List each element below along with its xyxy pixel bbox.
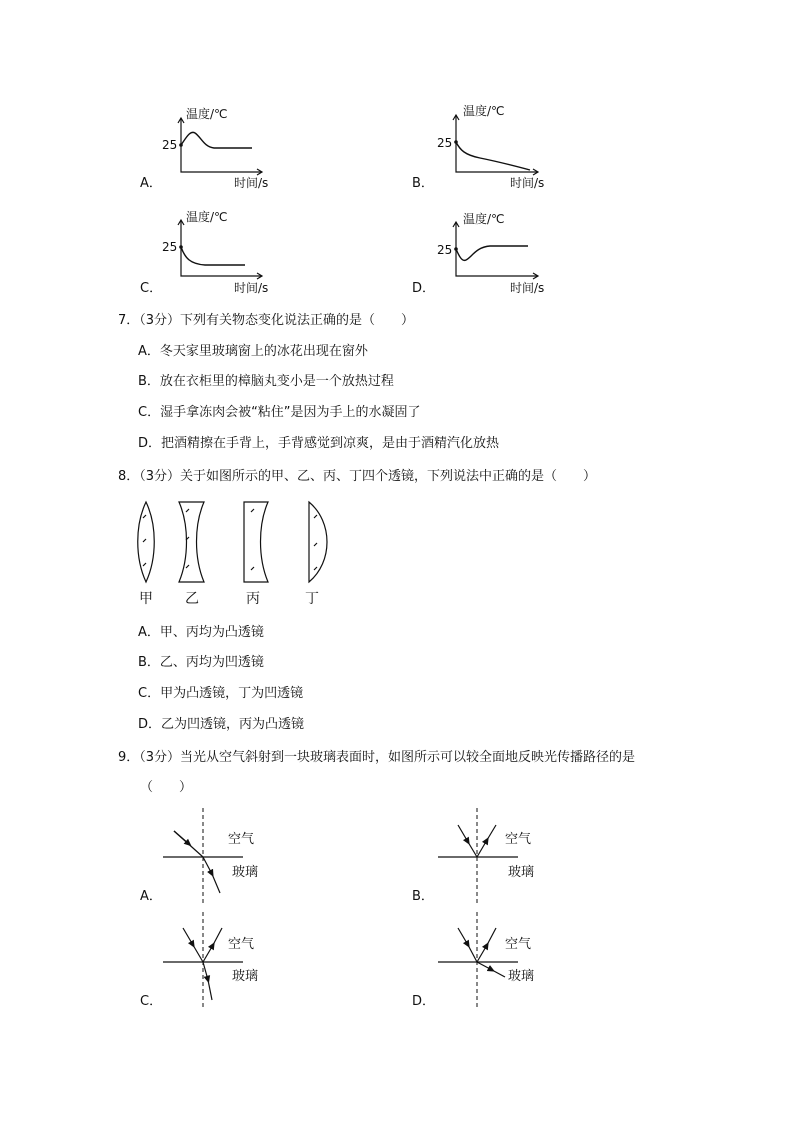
- q8-option-a: A．甲、丙均为凸透镜: [138, 625, 264, 640]
- q8-option-d: D．乙为凹透镜，丙为凸透镜: [138, 717, 305, 732]
- diagram-d-option: D．: [412, 994, 436, 1009]
- diagram-d-air: 空气: [505, 937, 532, 952]
- diagram-d-incident-ray: [458, 928, 468, 945]
- graph-a-ylabel: 温度/℃: [186, 107, 228, 121]
- diagram-b-glass: 玻璃: [508, 865, 535, 880]
- graph-b-option: B．: [412, 176, 434, 191]
- diagram-d-refracted-ray: [477, 962, 492, 970]
- q7-option-a: A．冬天家里玻璃窗上的冰花出现在窗外: [138, 344, 368, 359]
- graph-d-ylabel: 温度/℃: [463, 212, 505, 226]
- q7-option-d: D．把酒精擦在手背上，手背感觉到凉爽，是由于酒精汽化放热: [138, 436, 500, 451]
- diagram-d-reflected-ray: [477, 945, 487, 962]
- q7-option-b: B．放在衣柜里的樟脑丸变小是一个放热过程: [138, 374, 394, 389]
- graph-d-tick: 25: [437, 243, 453, 257]
- lens-label-yi: 乙: [185, 591, 199, 607]
- diagram-b-option: B．: [412, 889, 434, 904]
- graph-c-xlabel: 时间/s: [234, 281, 269, 295]
- q8-option-b: B．乙、丙均为凹透镜: [138, 655, 264, 670]
- graph-a-xlabel: 时间/s: [234, 176, 269, 190]
- graph-b-tick: 25: [437, 136, 453, 150]
- diagram-a-glass: 玻璃: [232, 865, 259, 880]
- graph-c-option: C．: [140, 281, 163, 296]
- q9-stem: 9．（3分）当光从空气斜射到一块玻璃表面时，如图所示可以较全面地反映光传播路径的是: [118, 750, 636, 765]
- diagram-a-air: 空气: [228, 832, 255, 847]
- graph-c-tick: 25: [162, 240, 178, 254]
- lens-label-jia: 甲: [139, 591, 153, 607]
- graph-a-tick: 25: [162, 138, 178, 152]
- graph-d-option: D．: [412, 281, 436, 296]
- graph-d-xlabel: 时间/s: [510, 281, 545, 295]
- graph-b-xlabel: 时间/s: [510, 176, 545, 190]
- diagram-c-air: 空气: [228, 937, 255, 952]
- diagram-b-air: 空气: [505, 832, 532, 847]
- lens-label-bing: 丙: [246, 591, 260, 607]
- q8-stem: 8．（3分）关于如图所示的甲、乙、丙、丁四个透镜，下列说法中正确的是（ ）: [118, 469, 597, 484]
- diagram-c-glass: 玻璃: [232, 969, 259, 984]
- graph-c-ylabel: 温度/℃: [186, 210, 228, 224]
- diagram-a-option: A．: [140, 889, 162, 904]
- graph-a-option: A．: [140, 176, 162, 191]
- diagram-d-glass: 玻璃: [508, 969, 535, 984]
- lens-label-ding: 丁: [305, 591, 319, 607]
- q9-stem-cont: （ ）: [140, 780, 193, 795]
- q8-option-c: C．甲为凸透镜，丁为凹透镜: [138, 686, 304, 701]
- graph-b-ylabel: 温度/℃: [463, 104, 505, 118]
- diagram-c-option: C．: [140, 994, 163, 1009]
- q7-option-c: C．湿手拿冻肉会被“粘住”是因为手上的水凝固了: [138, 405, 421, 420]
- q7-stem: 7．（3分）下列有关物态变化说法正确的是（ ）: [118, 313, 415, 328]
